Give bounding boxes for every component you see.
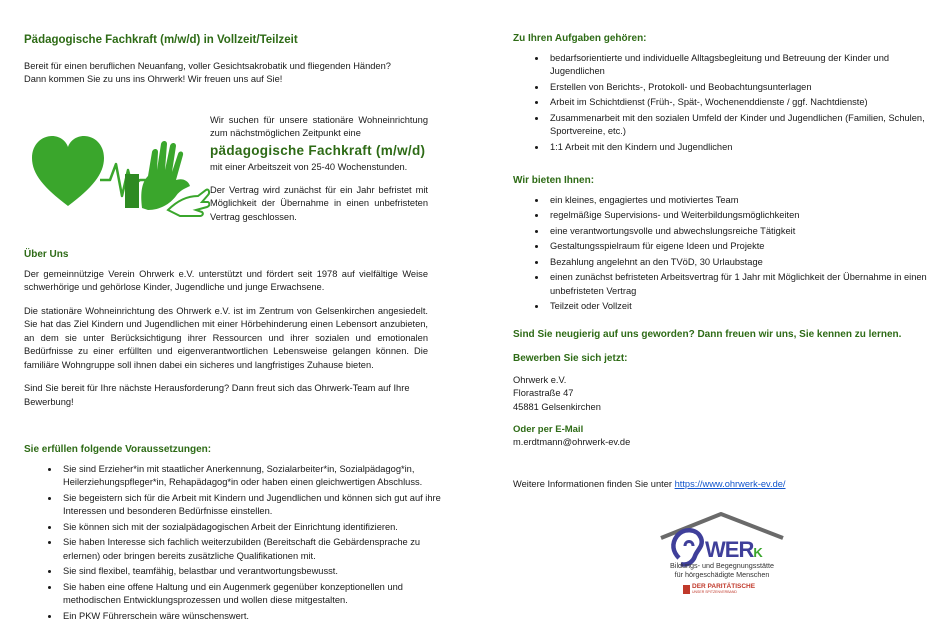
website-link[interactable]: https://www.ohrwerk-ev.de/ [674, 479, 786, 489]
list-item: • Sie begeistern sich für die Arbeit mit Kindern und Jugendlichen und können sich gut auf ihre Interessen und besonderen Bedürfnisse einstellen. [60, 492, 446, 519]
page-title: Pädagogische Fachkraft (m/w/d) in Vollzeit/Teilzeit [24, 34, 298, 46]
offer-block [210, 114, 428, 224]
about-section [24, 268, 428, 409]
about-paragraph-2: Die stationäre Wohneinrichtung des Ohrwerk e.V. ist im Zentrum von Gelsenkirchen angesiedelt. Sie hat das Ziel Kindern und Jugendlichen mit einer Hörbehinderung einen Lebensort anzubieten, an dem sie unter Berücksichtigung ihrer Ressourcen und ihrer sozialen und emotionalen Bedürfnisse zu einer erfüllten und eigenverantwortlichen Lebensweise gelangen können. Die familiäre Wohngruppe soll ihnen dabei ein sicheres und langfristiges Zuhause bieten. [24, 305, 428, 370]
offer-intro: Wir suchen für unsere stationäre Wohneinrichtung zum nächstmöglichen Zeitpunkt eine [210, 115, 428, 139]
list-item: • eine verantwortungsvolle und abwechslungsreiche Tätigkeit [547, 225, 939, 238]
apply-heading: Bewerben Sie sich jetzt: [513, 353, 628, 364]
requirements-list [38, 463, 446, 625]
list-item: • Sie können sich mit der sozialpädagogischen Arbeit der Einrichtung identifizieren. [60, 521, 446, 534]
logo-word-k: K [753, 545, 762, 560]
cta-heading: Sind Sie neugierig auf uns geworden? Dann freuen wir uns, Sie kennen zu lernen. [513, 329, 902, 340]
list-item: • Ein PKW Führerschein wäre wünschenswert. [60, 610, 446, 623]
partner-logo [683, 584, 755, 594]
tasks-list [525, 52, 931, 156]
paritaet-flag-icon [683, 585, 690, 594]
ohrwerk-logo [657, 508, 787, 608]
email-address[interactable]: m.erdtmann@ohrwerk-ev.de [513, 437, 631, 447]
address-city: 45881 Gelsenkirchen [513, 401, 601, 412]
partner-name: DER PARITÄTISCHE [692, 583, 756, 590]
position-title: pädagogische Fachkraft (m/w/d) [210, 142, 426, 158]
logo-tagline-2: für hörgeschädigte Menschen [674, 569, 770, 579]
list-item: • Sie sind Erzieher*in mit staatlicher Anerkennung, Sozialarbeiter*in, Sozialpädagog*in, Heilerziehungspfleger*in, Rehapädagog*in oder haben einen gleichwertigen Abschluss. [60, 463, 446, 490]
more-info-text: Weitere Informationen finden Sie unter [513, 479, 675, 489]
list-item: • Zusammenarbeit mit den sozialen Umfeld der Kinder und Jugendlichen (Familien, Schulen, Sportvereine, etc.) [547, 112, 931, 139]
intro-line-2: Dann kommen Sie zu uns ins Ohrwerk! Wir freuen uns auf Sie! [24, 74, 283, 85]
list-item: • 1:1 Arbeit mit den Kindern und Jugendlichen [547, 141, 931, 154]
list-item: • Teilzeit oder Vollzeit [547, 300, 939, 313]
list-item: • regelmäßige Supervisions- und Weiterbildungsmöglichkeiten [547, 209, 939, 222]
list-item: • Erstellen von Berichts-, Protokoll- und Beobachtungsunterlagen [547, 81, 931, 94]
more-info [513, 478, 786, 491]
logo-tagline-1: Bildungs- und Begegnungsstätte [670, 561, 774, 570]
logo-word-main: WER [705, 537, 754, 562]
postal-address [513, 374, 601, 414]
logo-tagline [651, 562, 793, 579]
address-street: Florastraße 47 [513, 388, 574, 399]
tasks-heading: Zu Ihren Aufgaben gehören: [513, 33, 647, 44]
email-heading: Oder per E-Mail [513, 424, 584, 435]
list-item: • Bezahlung angelehnt an den TVöD, 30 Urlaubstage [547, 256, 939, 269]
list-item: • Gestaltungsspielraum für eigene Ideen und Projekte [547, 240, 939, 253]
heart-sign-language-hand-icon [30, 130, 210, 220]
benefits-heading: Wir bieten Ihnen: [513, 175, 595, 186]
list-item: • Arbeit im Schichtdienst (Früh-, Spät-, Wochenenddienste / ggf. Nachtdienste) [547, 96, 931, 109]
list-item: • Sie haben Interesse sich fachlich weiterzubilden (Bereitschaft die Gebärdensprache zu erlernen) oder bringen bereits zusätzliche Qualifikationen mit. [60, 536, 446, 563]
list-item: • Sie haben eine offene Haltung und ein Augenmerk gegenüber konzeptionellen und methodischen Entwicklungsprozessen und wollen diese mitgestalten. [60, 581, 446, 608]
list-item: • ein kleines, engagiertes und motiviertes Team [547, 194, 939, 207]
about-paragraph-1: Der gemeinnützige Verein Ohrwerk e.V. unterstützt und fördert seit 1978 auf vielfältige Weise schwerhörige und gehörlose Kinder, Jugendliche und junge Erwachsene. [24, 269, 428, 293]
partner-subtitle: UNSER SPITZENVERBAND [692, 589, 737, 594]
list-item: • Sie sind flexibel, teamfähig, belastbar und verantwortungsbewusst. [60, 565, 446, 578]
benefits-list [525, 194, 939, 316]
address-org: Ohrwerk e.V. [513, 375, 567, 385]
offer-contract: Der Vertrag wird zunächst für ein Jahr befristet mit Möglichkeit der Übernahme in einen unbefristeten Vertrag geschlossen. [210, 184, 428, 222]
list-item: • bedarfsorientierte und individuelle Alltagsbegleitung und Betreuung der Kinder und Jugendlichen [547, 52, 931, 79]
requirements-heading: Sie erfüllen folgende Voraussetzungen: [24, 444, 212, 455]
intro-text [24, 60, 432, 87]
intro-line-1: Bereit für einen beruflichen Neuanfang, voller Gesichtsakrobatik und fliegenden Händen? [24, 61, 391, 71]
about-heading: Über Uns [24, 249, 69, 260]
list-item: • einen zunächst befristeten Arbeitsvertrag für 1 Jahr mit Möglichkeit der Übernahme in einen unbefristeten Vertrag [547, 271, 939, 298]
about-paragraph-3: Sind Sie bereit für Ihre nächste Herausforderung? Dann freut sich das Ohrwerk-Team auf Ihre Bewerbung! [24, 383, 410, 407]
offer-hours: mit einer Arbeitszeit von 25-40 Wochenstunden. [210, 161, 408, 172]
